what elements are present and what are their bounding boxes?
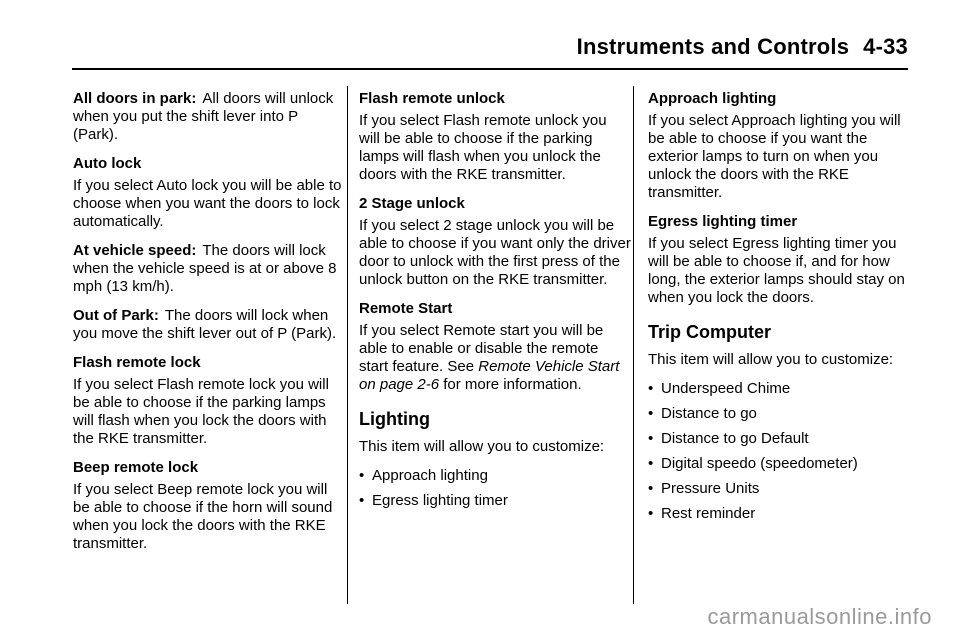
paragraph: [359, 322, 631, 394]
paragraph: If you select Flash remote unlock you will be able to choose if the parking lamps will flash when you unlock the doors with the RKE transmitter.: [359, 112, 607, 183]
subheading: Remote Start: [359, 300, 453, 317]
page-number: 4-33: [863, 34, 908, 59]
list-item-text: Egress lighting timer: [372, 492, 508, 509]
paragraph-text: The doors will lock when you move the shift lever out of P (Park).: [73, 307, 337, 342]
list-item-text: Distance to go: [661, 405, 757, 422]
list-item-text: Approach lighting: [372, 467, 488, 484]
list-item-text: Pressure Units: [661, 480, 760, 497]
list-item: [648, 455, 920, 473]
subheading: 2 Stage unlock: [359, 195, 465, 212]
column-2: [359, 90, 631, 517]
bullet-icon: •: [648, 505, 654, 522]
paragraph: If you select 2 stage unlock you will be able to choose if you want only the driver door to unlock with the first press of the unlock button on the RKE transmitter.: [359, 217, 631, 288]
cross-reference-link[interactable]: Remote Vehicle Start on page 2-6: [359, 358, 620, 393]
column-3: [648, 90, 920, 530]
paragraph: If you select Auto lock you will be able to choose when you want the doors to lock automatically.: [73, 177, 342, 230]
watermark: carmanualsonline.info: [707, 604, 932, 629]
paragraph: If you select Egress lighting timer you will be able to choose if, and for how long, the exterior lamps should stay on when you lock the doors.: [648, 235, 905, 306]
paragraph-text: for more information.: [443, 376, 582, 393]
bullet-icon: •: [648, 380, 654, 397]
list-item: [648, 405, 920, 423]
paragraph: This item will allow you to customize:: [359, 438, 605, 455]
subheading: Approach lighting: [648, 90, 777, 107]
column-divider-1: [347, 86, 348, 604]
bullet-icon: •: [648, 405, 654, 422]
bullet-icon: •: [648, 455, 654, 472]
subheading: Flash remote lock: [73, 354, 201, 371]
paragraph: [73, 242, 345, 296]
bullet-icon: •: [648, 480, 654, 497]
subheading: Flash remote unlock: [359, 90, 505, 107]
paragraph-text: If you select Remote start you will be able to enable or disable the remote start feature. See: [359, 322, 604, 375]
paragraph: [73, 90, 345, 144]
section-title: Instruments and Controls: [576, 34, 850, 59]
section-heading: Trip Computer: [648, 322, 772, 342]
run-in-heading: At vehicle speed:: [73, 242, 197, 259]
subheading: Auto lock: [73, 155, 142, 172]
paragraph: If you select Approach lighting you will be able to choose if you want the exterior lamps to turn on when you unlock the doors with the RKE transmitter.: [648, 112, 901, 201]
list-item-text: Underspeed Chime: [661, 380, 791, 397]
run-in-heading: All doors in park:: [73, 90, 197, 107]
column-divider-2: [633, 86, 634, 604]
paragraph-text: All doors will unlock when you put the shift lever into P (Park).: [73, 90, 334, 143]
header-rule: [72, 68, 908, 70]
list-item: [648, 505, 920, 523]
bullet-list: [648, 380, 920, 523]
run-in-heading: Out of Park:: [73, 307, 159, 324]
subheading: Egress lighting timer: [648, 213, 798, 230]
list-item: [359, 467, 631, 485]
list-item: [359, 492, 631, 510]
list-item-text: Digital speedo (speedometer): [661, 455, 858, 472]
subheading: Beep remote lock: [73, 459, 199, 476]
paragraph: If you select Flash remote lock you will be able to choose if the parking lamps will flash when you lock the doors with the RKE transmitter.: [73, 376, 329, 447]
column-1: [73, 90, 345, 564]
list-item-text: Rest reminder: [661, 505, 756, 522]
bullet-icon: •: [648, 430, 654, 447]
bullet-list: [359, 467, 631, 510]
paragraph: [73, 307, 345, 343]
paragraph: If you select Beep remote lock you will be able to choose if the horn will sound when you lock the doors with the RKE transmitter.: [73, 481, 333, 552]
list-item: [648, 430, 920, 448]
list-item: [648, 380, 920, 398]
page-header: [563, 34, 908, 60]
list-item: [648, 480, 920, 498]
list-item-text: Distance to go Default: [661, 430, 809, 447]
paragraph: This item will allow you to customize:: [648, 351, 894, 368]
bullet-icon: •: [359, 467, 365, 484]
bullet-icon: •: [359, 492, 365, 509]
paragraph-text: The doors will lock when the vehicle speed is at or above 8 mph (13 km/h).: [73, 242, 337, 295]
section-heading: Lighting: [359, 409, 430, 429]
